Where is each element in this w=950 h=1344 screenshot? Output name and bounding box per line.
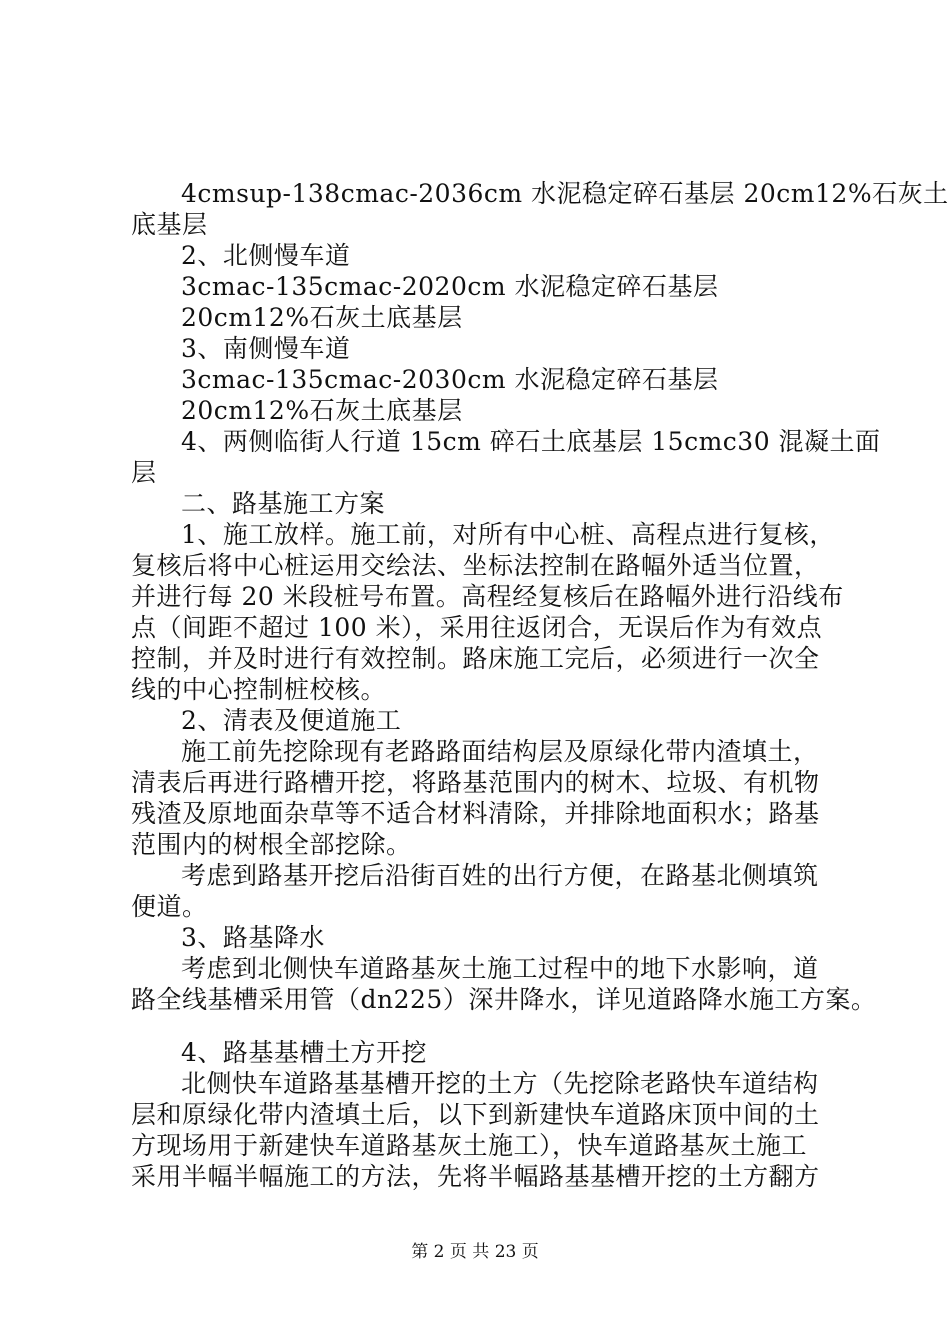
text-line: 3cmac-135cmac-2020cm 水泥稳定碎石基层 [181,272,719,301]
text-line: 路全线基槽采用管（dn225）深井降水，详见道路降水施工方案。 [131,985,877,1014]
chapter-heading: 二、路基施工方案 [181,489,386,518]
text-line: 线的中心控制桩校核。 [131,675,387,704]
text-line: 20cm12%石灰土底基层 [181,396,463,425]
text-line: 点（间距不超过 100 米），采用往返闭合，无误后作为有效点 [131,613,823,642]
text-line: 北侧快车道路基基槽开挖的土方（先挖除老路快车道结构 [181,1069,819,1098]
text-line: 考虑到北侧快车道路基灰土施工过程中的地下水影响，道 [181,954,819,983]
text-line: 4cmsup-138cmac-2036cm 水泥稳定碎石基层 20cm12%石灰土 [181,179,949,208]
document-body [131,178,949,1192]
section-heading: 2、北侧慢车道 [181,241,351,270]
text-line: 采用半幅半幅施工的方法，先将半幅路基基槽开挖的土方翻方 [131,1162,820,1191]
section-heading: 2、清表及便道施工 [181,706,402,735]
text-line: 考虑到路基开挖后沿街百姓的出行方便，在路基北侧填筑 [181,861,819,890]
text-line: 便道。 [131,892,208,921]
text-line: 复核后将中心桩运用交绘法、坐标法控制在路幅外适当位置， [131,551,820,580]
text-line: 底基层 [131,210,208,239]
text-line: 清表后再进行路槽开挖，将路基范围内的树木、垃圾、有机物 [131,768,820,797]
text-line: 20cm12%石灰土底基层 [181,303,463,332]
text-line: 1、施工放样。施工前，对所有中心桩、高程点进行复核， [181,520,835,549]
paragraph-gap [131,1015,831,1037]
text-line: 3cmac-135cmac-2030cm 水泥稳定碎石基层 [181,365,719,394]
page-number-footer: 第 2 页 共 23 页 [411,1242,539,1262]
text-line: 施工前先挖除现有老路路面结构层及原绿化带内渣填土， [181,737,819,766]
section-heading: 3、南侧慢车道 [181,334,351,363]
text-line: 范围内的树根全部挖除。 [131,830,412,859]
section-heading: 4、路基基槽土方开挖 [181,1038,427,1067]
text-line: 控制，并及时进行有效控制。路床施工完后，必须进行一次全 [131,644,820,673]
text-line: 层 [131,458,157,487]
text-line: 方现场用于新建快车道路基灰土施工），快车道路基灰土施工 [131,1131,808,1160]
text-line: 残渣及原地面杂草等不适合材料清除，并排除地面积水；路基 [131,799,820,828]
text-line: 层和原绿化带内渣填土后，以下到新建快车道路床顶中间的土 [131,1100,820,1129]
text-line: 并进行每 20 米段桩号布置。高程经复核后在路幅外进行沿线布 [131,582,844,611]
section-heading: 3、路基降水 [181,923,325,952]
text-line: 4、两侧临街人行道 15cm 碎石土底基层 15cmc30 混凝土面 [181,427,881,456]
